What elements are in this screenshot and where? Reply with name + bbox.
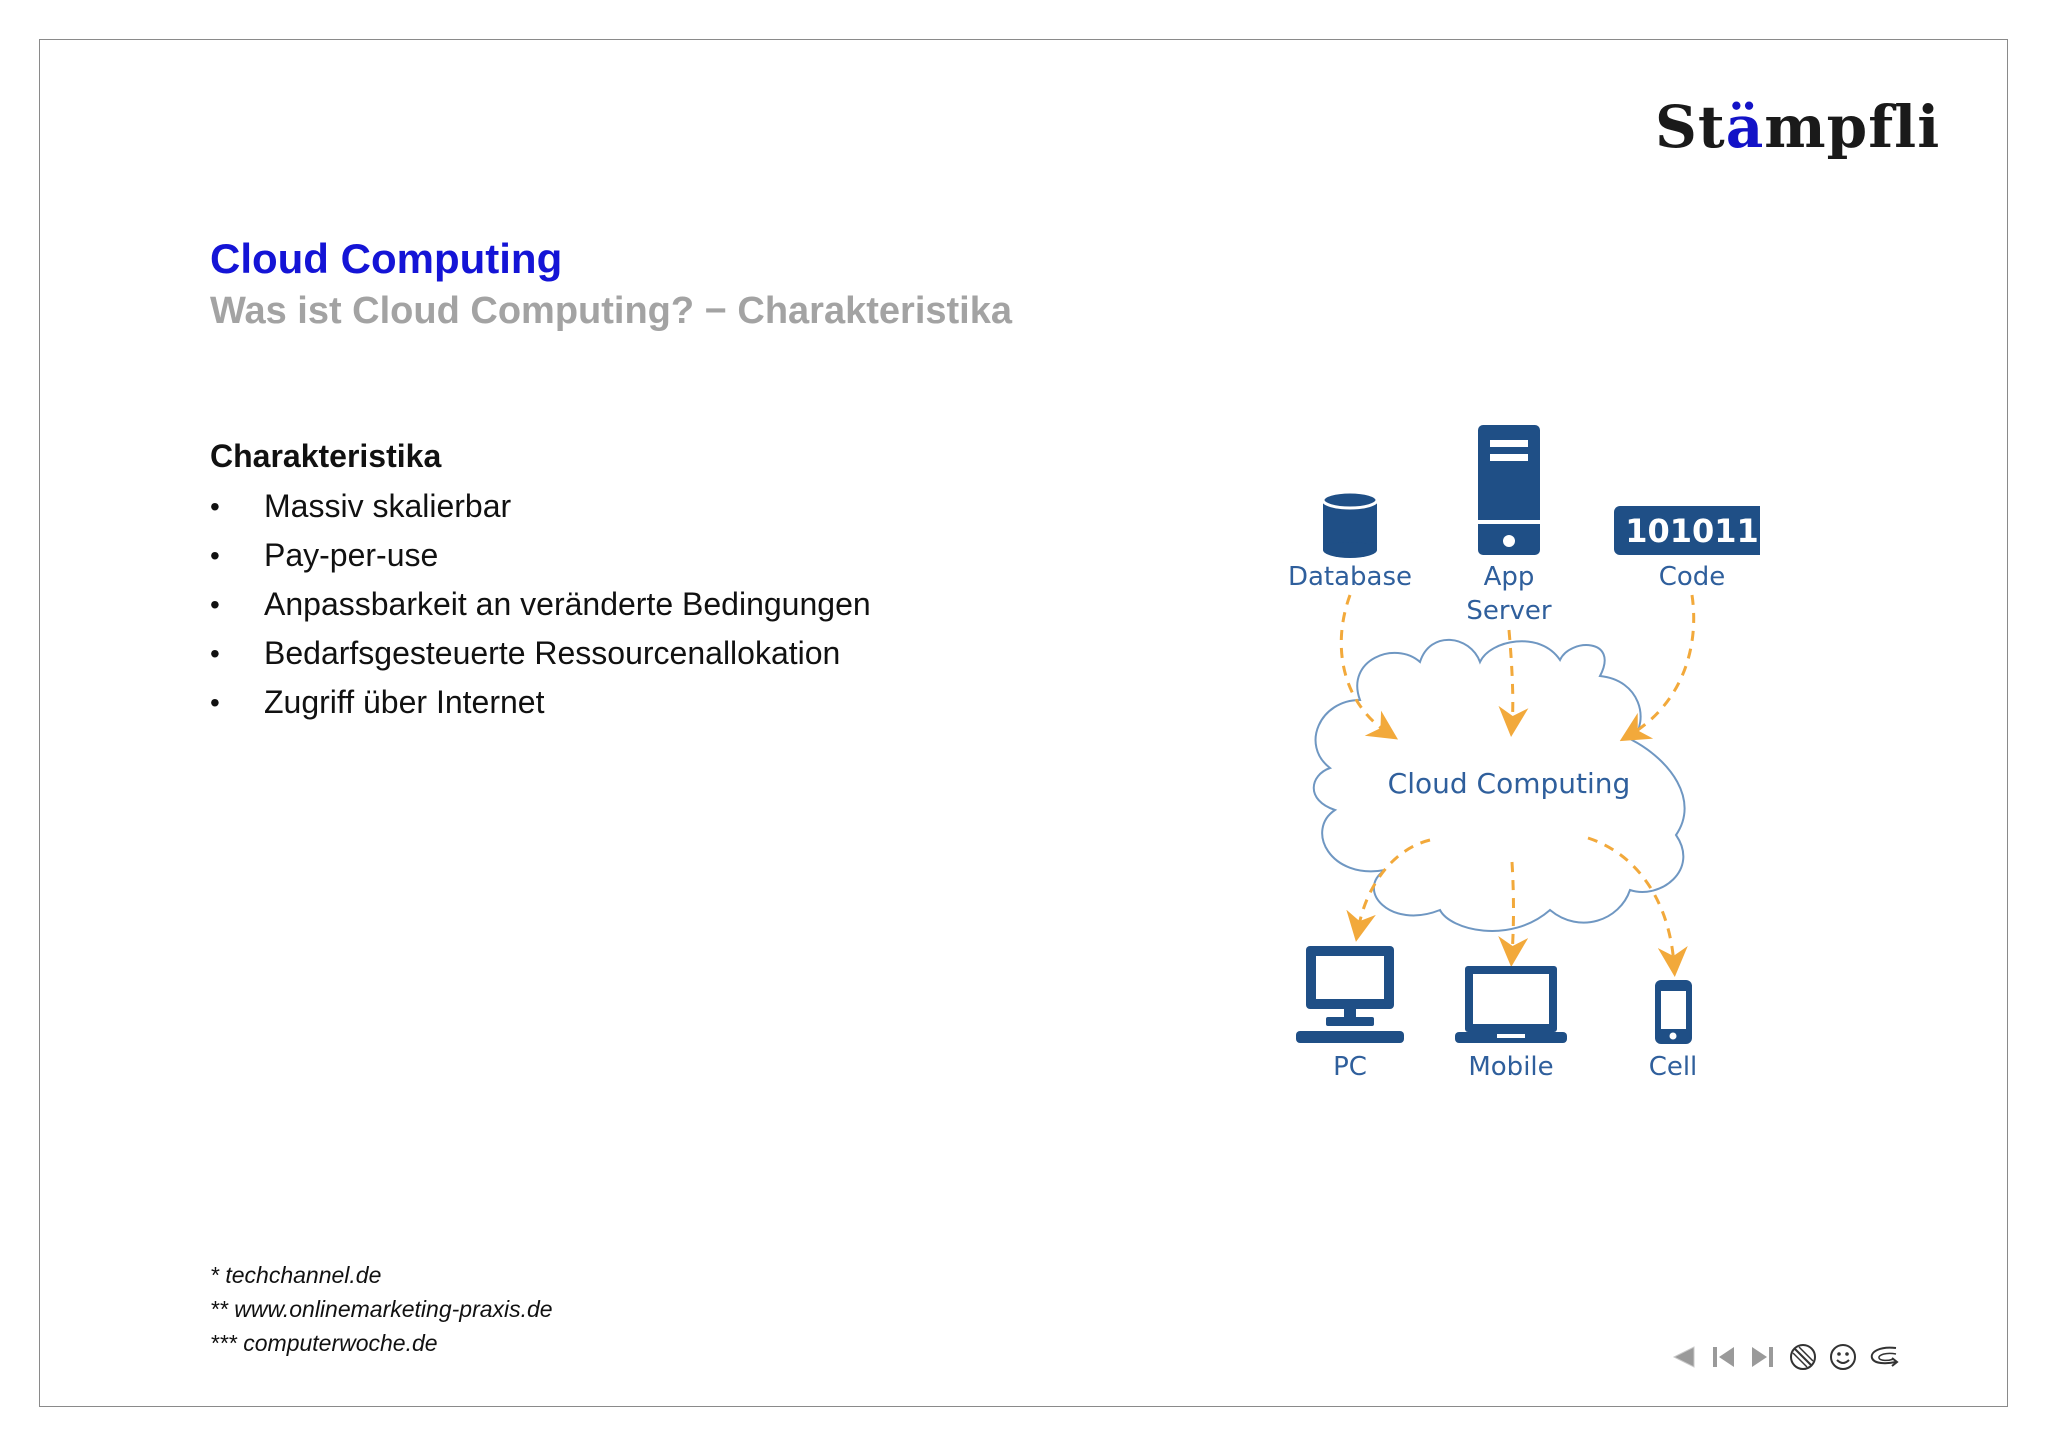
section-heading: Charakteristika bbox=[210, 438, 442, 474]
smiley-icon bbox=[1828, 1342, 1858, 1372]
first-icon bbox=[1708, 1344, 1738, 1370]
prev-button[interactable] bbox=[1666, 1340, 1700, 1374]
laptop-icon bbox=[1455, 966, 1567, 1043]
stop-button[interactable] bbox=[1786, 1340, 1820, 1374]
prev-icon bbox=[1668, 1344, 1698, 1370]
bullet-item: • Bedarfsgesteuerte Ressourcenallokation bbox=[210, 629, 871, 678]
staempfli-logo: Stämpfli bbox=[1655, 93, 1941, 161]
arrow-database-to-cloud bbox=[1341, 595, 1388, 733]
cloud-computing-diagram bbox=[1280, 415, 1760, 1095]
bullet-item: • Massiv skalierbar bbox=[210, 482, 871, 531]
code-label: Code bbox=[1658, 562, 1726, 592]
arrow-cloud-to-cell bbox=[1588, 838, 1674, 965]
bullet-list bbox=[210, 482, 871, 727]
cloud-label: Cloud Computing bbox=[1387, 767, 1631, 800]
cell-label: Cell bbox=[1648, 1052, 1698, 1082]
bullet-symbol: • bbox=[210, 687, 220, 718]
page-title: Cloud Computing bbox=[210, 235, 563, 282]
return-button[interactable] bbox=[1866, 1340, 1900, 1374]
binary-code-text: 101011 bbox=[1625, 512, 1759, 550]
arrow-cloud-to-pc bbox=[1358, 840, 1430, 930]
footnote: *** computerwoche.de bbox=[210, 1330, 438, 1356]
last-icon bbox=[1748, 1344, 1778, 1370]
footnote: * techchannel.de bbox=[210, 1262, 382, 1288]
footnotes bbox=[210, 1258, 553, 1360]
app-server-label-line1: App bbox=[1483, 562, 1535, 592]
mobile-label: Mobile bbox=[1468, 1052, 1554, 1082]
bullet-item: • Pay-per-use bbox=[210, 531, 871, 580]
smiley-button[interactable] bbox=[1826, 1340, 1860, 1374]
bullet-symbol: • bbox=[210, 540, 220, 571]
database-label: Database bbox=[1287, 562, 1413, 592]
bullet-item: • Anpassbarkeit an veränderte Bedingungen bbox=[210, 580, 871, 629]
bullet-symbol: • bbox=[210, 589, 220, 620]
slide-navigation bbox=[1666, 1340, 1900, 1374]
bullet-item: • Zugriff über Internet bbox=[210, 678, 871, 727]
arrow-cloud-to-mobile bbox=[1512, 862, 1514, 955]
page-subtitle: Was ist Cloud Computing? − Charakteristika bbox=[210, 290, 1012, 332]
arrow-server-to-cloud bbox=[1509, 630, 1513, 725]
stop-icon bbox=[1788, 1342, 1818, 1372]
return-icon bbox=[1866, 1342, 1900, 1372]
server-icon bbox=[1478, 425, 1540, 555]
first-button[interactable] bbox=[1706, 1340, 1740, 1374]
cellphone-icon bbox=[1655, 980, 1692, 1044]
app-server-label-line2: Server bbox=[1466, 596, 1552, 626]
last-button[interactable] bbox=[1746, 1340, 1780, 1374]
binary-code-icon bbox=[1614, 506, 1760, 555]
bullet-symbol: • bbox=[210, 491, 220, 522]
bullet-symbol: • bbox=[210, 638, 220, 669]
database-icon bbox=[1323, 492, 1377, 558]
pc-label: PC bbox=[1333, 1052, 1367, 1082]
footnote: ** www.onlinemarketing-praxis.de bbox=[210, 1296, 553, 1322]
desktop-pc-icon bbox=[1296, 946, 1404, 1043]
